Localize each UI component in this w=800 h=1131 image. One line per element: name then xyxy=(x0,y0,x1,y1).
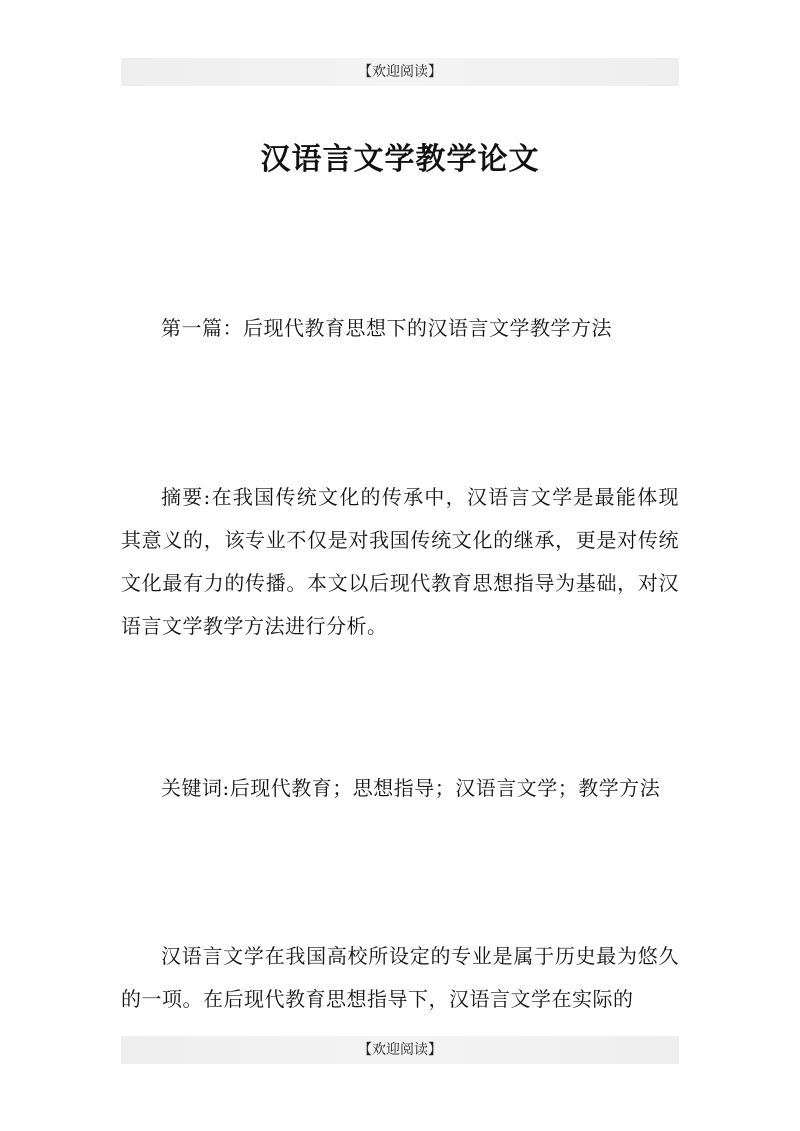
abstract-paragraph: 摘要:在我国传统文化的传承中，汉语言文学是最能体现其意义的，该专业不仅是对我国传统文化的继承，更是对传统文化最有力的传播。本文以后现代教育思想指导为基础，对汉语言文学教学方法进行分析。 xyxy=(121,485,679,638)
footer-banner: 【欢迎阅读】 xyxy=(121,1036,679,1064)
body-paragraph: 汉语言文学在我国高校所设定的专业是属于历史最为悠久的一项。在后现代教育思想指导下，汉语言文学在实际的 xyxy=(121,944,679,1011)
document-title: 汉语言文学教学论文 xyxy=(260,142,540,177)
section-heading: 第一篇：后现代教育思想下的汉语言文学教学方法 xyxy=(161,316,612,340)
keywords-paragraph: 关键词:后现代教育；思想指导；汉语言文学；教学方法 xyxy=(161,776,661,800)
header-banner: 【欢迎阅读】 xyxy=(121,58,679,86)
